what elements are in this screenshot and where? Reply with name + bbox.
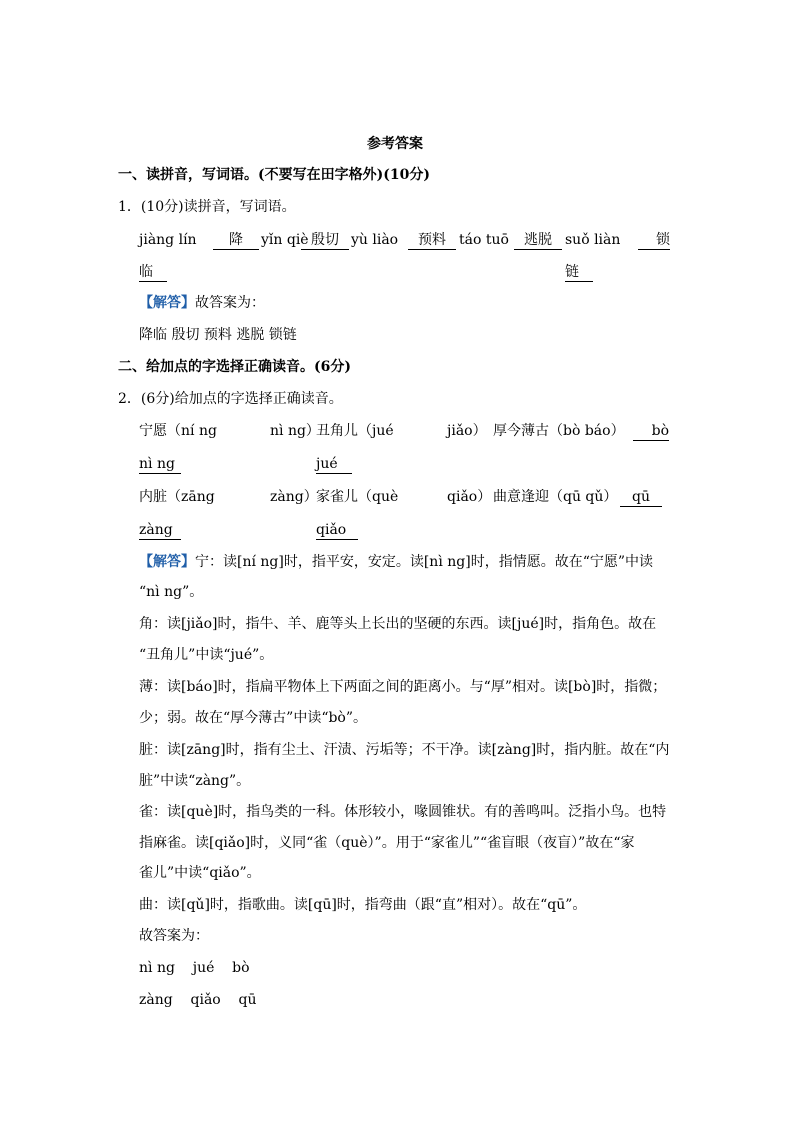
word-jiaqiaor: 家雀儿（què xyxy=(316,489,399,505)
solution-lead-1: 故答案为： xyxy=(195,295,265,311)
answer-zang-blank xyxy=(139,521,181,540)
answer-3: 预料 xyxy=(408,232,456,250)
explanation-jiao-2: “丑角儿”中读“jué”。 xyxy=(139,647,274,663)
word-ningyuan: 宁愿（ní ng xyxy=(139,423,217,439)
answer-2: 殷切 xyxy=(301,232,349,250)
explanation-bao-1: 薄：读[báo]时，指扁平物体上下两面之间的距离小。与“厚”相对。读[bò]时，指微； xyxy=(139,679,667,695)
solution-line-1 xyxy=(139,294,265,312)
answer-5b: 链 xyxy=(565,264,593,282)
explanation-zang-2: 脏”中读“zàng”。 xyxy=(139,773,251,789)
answer-bo: bò xyxy=(633,423,669,441)
answer-ning: nì ng xyxy=(139,456,181,474)
answer-qiao-blank xyxy=(316,521,358,540)
final-answer-row-1: nì ng jué bò xyxy=(139,960,250,976)
word-jiaqiaor-alt: qiǎo） xyxy=(447,489,492,505)
explanation-zang-1: 脏：读[zāng]时，指有尘土、汗渍、污垢等；不干净。读[zàng]时，指内脏。故在“内 xyxy=(139,742,670,758)
answer-bo-blank xyxy=(633,422,669,441)
explanation-ning-1 xyxy=(139,553,653,571)
explanation-jiao-1: 角：读[jiǎo]时，指牛、羊、鹿等头上长出的坚硬的东西。读[jué]时，指角色。故在 xyxy=(139,616,657,632)
solution-lead-2: 故答案为： xyxy=(139,928,209,944)
page-title: 参考答案 xyxy=(367,136,423,152)
answer-jue: jué xyxy=(316,456,352,474)
explanation-que-3: 雀儿”中读“qiǎo”。 xyxy=(139,865,261,881)
answer-blank-3 xyxy=(408,231,456,250)
explanation-bao-2: 少；弱。故在“厚今薄古”中读“bò”。 xyxy=(139,710,368,726)
answer-blank-1a xyxy=(213,231,259,250)
answer-ning-blank xyxy=(139,455,181,474)
word-choujiaor-alt: jiǎo） xyxy=(447,423,487,439)
final-answer-row-2: zàng qiǎo qū xyxy=(139,992,257,1008)
answer-qu: qū xyxy=(620,489,662,507)
word-neizang: 内脏（zāng xyxy=(139,489,215,505)
question-1-stem: 1．(10分)读拼音，写词语。 xyxy=(118,199,296,215)
word-choujiaor: 丑角儿（jué xyxy=(316,423,394,439)
answer-zang: zàng xyxy=(139,522,181,540)
answer-blank-5a xyxy=(638,231,670,250)
solution-tag-1: 【解答】 xyxy=(139,295,195,311)
answer-4: 逃脱 xyxy=(514,232,562,250)
section-heading-1: 一、读拼音，写词语。(不要写在田字格外)(10分) xyxy=(118,167,430,183)
explanation-que-1: 雀：读[què]时，指鸟类的一科。体形较小，喙圆锥状。有的善鸣叫。泛指小鸟。也特 xyxy=(139,804,667,820)
answer-blank-2 xyxy=(301,231,349,250)
explanation-ning-2: “nì ng”。 xyxy=(139,584,204,600)
answer-blank-1b xyxy=(139,263,167,282)
answer-blank-5b xyxy=(565,263,593,282)
question-2-stem: 2．(6分)给加点的字选择正确读音。 xyxy=(118,391,343,407)
word-neizang-alt: zàng） xyxy=(270,489,318,505)
word-quyifengying: 曲意逢迎（qū qǔ） xyxy=(493,489,618,505)
answer-5a: 锁 xyxy=(638,232,670,250)
explanation-ning-text: 宁：读[ní ng]时，指平安，安定。读[nì ng]时，指情愿。故在“宁愿”中读 xyxy=(195,554,654,570)
word-ningyuan-alt: nì ng） xyxy=(270,423,320,439)
answer-blank-4 xyxy=(514,231,562,250)
answer-1b: 临 xyxy=(139,264,167,282)
answer-1a: 降 xyxy=(213,232,259,250)
explanation-qu: 曲：读[qǔ]时，指歌曲。读[qū]时，指弯曲（跟“直”相对）。故在“qū”。 xyxy=(139,897,587,913)
pinyin-3: yù liào xyxy=(351,232,399,248)
pinyin-5: suǒ liàn xyxy=(565,232,621,248)
explanation-que-2: 指麻雀。读[qiǎo]时，义同“雀（què）”。用于“家雀儿”“雀盲眼（夜盲）”故在“家 xyxy=(139,835,635,851)
section-heading-2: 二、给加点的字选择正确读音。(6分) xyxy=(118,359,351,375)
solution-summary-1: 降临 殷切 预料 逃脱 锁链 xyxy=(139,327,297,343)
word-houjinbogu: 厚今薄古（bò báo） xyxy=(493,423,625,439)
pinyin-1: jiàng lín xyxy=(139,232,197,248)
answer-qu-blank xyxy=(620,488,662,507)
pinyin-4: táo tuō xyxy=(459,232,509,248)
solution-tag-2: 【解答】 xyxy=(139,554,195,570)
answer-qiao: qiǎo xyxy=(316,522,358,540)
answer-jue-blank xyxy=(316,455,352,474)
pinyin-2: yǐn qiè xyxy=(261,232,309,248)
